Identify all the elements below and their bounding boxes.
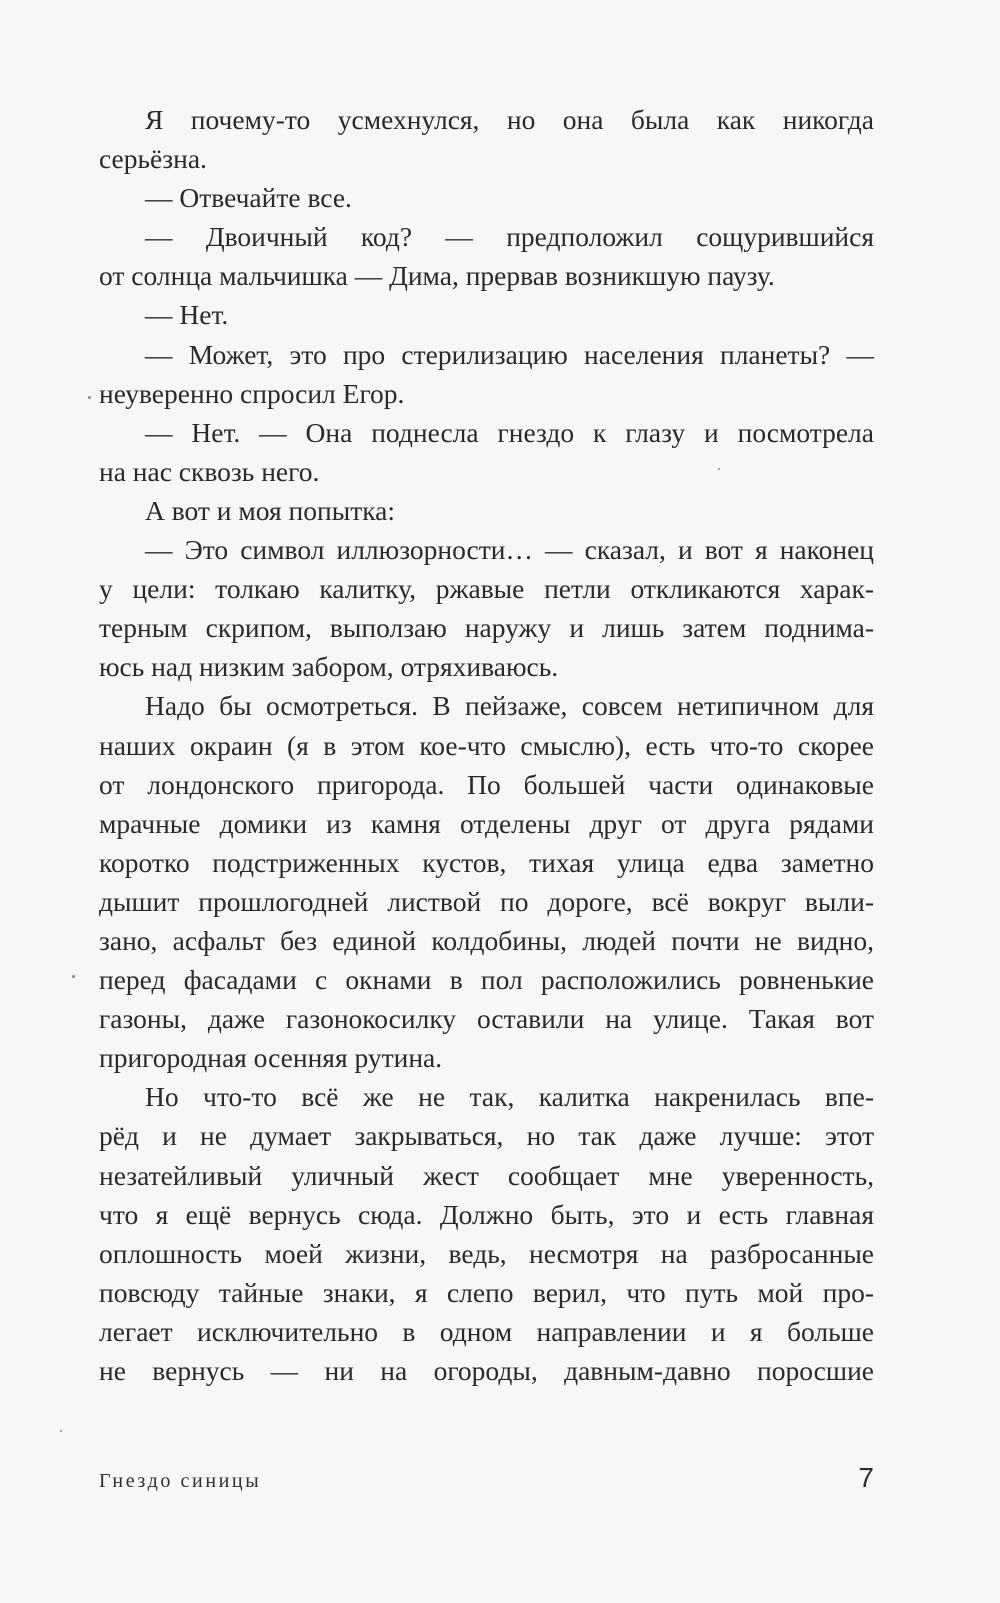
text-line: Надо бы осмотреться. В пейзаже, совсем нетипичном для <box>145 690 874 722</box>
text-line: А вот и моя попытка: <box>145 494 396 526</box>
scan-speck <box>60 1430 62 1432</box>
page-number: 7 <box>858 1462 874 1493</box>
page-text <box>99 100 874 1390</box>
text-line: что я ещё вернусь сюда. Должно быть, это и есть главная <box>99 1198 874 1230</box>
text-line: коротко подстриженных кустов, тихая улица едва заметно <box>99 846 874 878</box>
text-line: оплошность моей жизни, ведь, несмотря на разбросанные <box>99 1237 874 1269</box>
text-line: — Нет. — Она поднесла гнездо к глазу и посмотрела <box>145 416 874 448</box>
text-line: — Нет. <box>145 299 229 331</box>
text-line: — Это символ иллюзорности… — сказал, и вот я наконец <box>145 534 874 566</box>
scan-speck <box>72 975 75 978</box>
text-line: от лондонского пригорода. По большей части одинаковые <box>99 768 874 800</box>
running-footer-title: Гнездо синицы <box>99 1470 262 1492</box>
text-line: перед фасадами с окнами в пол расположились ровненькие <box>99 964 874 996</box>
text-line: Я почему-то усмехнулся, но она была как никогда <box>145 104 874 135</box>
text-line: — Двоичный код? — предположил сощурившийся <box>145 221 874 253</box>
text-line: юсь над низким забором, отряхиваюсь. <box>99 651 559 683</box>
text-line: наших окраин (я в этом кое-что смыслю), есть что-то скорее <box>99 729 874 761</box>
text-line: Но что-то всё же не так, калитка накренилась впе- <box>145 1081 874 1113</box>
scan-speck <box>88 396 91 399</box>
text-line: на нас сквозь него. <box>99 455 320 487</box>
text-line: мрачные домики из камня отделены друг от друга рядами <box>99 807 874 839</box>
text-line: повсюду тайные знаки, я слепо верил, что путь мой про- <box>99 1276 874 1308</box>
text-line: серьёзна. <box>99 143 207 175</box>
text-line: легает исключительно в одном направлении и я больше <box>99 1315 874 1347</box>
text-line: незатейливый уличный жест сообщает мне уверенность, <box>99 1159 874 1191</box>
text-line: зано, асфальт без единой колдобины, людей почти не видно, <box>99 924 874 956</box>
text-line: неуверенно спросил Егор. <box>99 377 405 409</box>
text-line: — Отвечайте все. <box>145 182 352 214</box>
text-line: пригородная осенняя рутина. <box>99 1042 443 1074</box>
text-line: от солнца мальчишка — Дима, прервав возникшую паузу. <box>99 260 775 292</box>
text-line: терным скрипом, выползаю наружу и лишь затем поднима- <box>99 612 874 644</box>
text-line: у цели: толкаю калитку, ржавые петли откликаются харак- <box>99 573 874 605</box>
scan-speck <box>718 468 720 470</box>
text-line: дышит прошлогодней листвой по дороге, всё вокруг выли- <box>99 885 874 917</box>
text-line: газоны, даже газонокосилку оставили на улице. Такая вот <box>99 1003 874 1035</box>
text-line: не вернусь — ни на огороды, давным-давно поросшие <box>99 1355 874 1386</box>
text-line: — Может, это про стерилизацию населения планеты? — <box>145 338 874 370</box>
text-line: рёд и не думает закрываться, но так даже лучше: этот <box>99 1120 874 1152</box>
